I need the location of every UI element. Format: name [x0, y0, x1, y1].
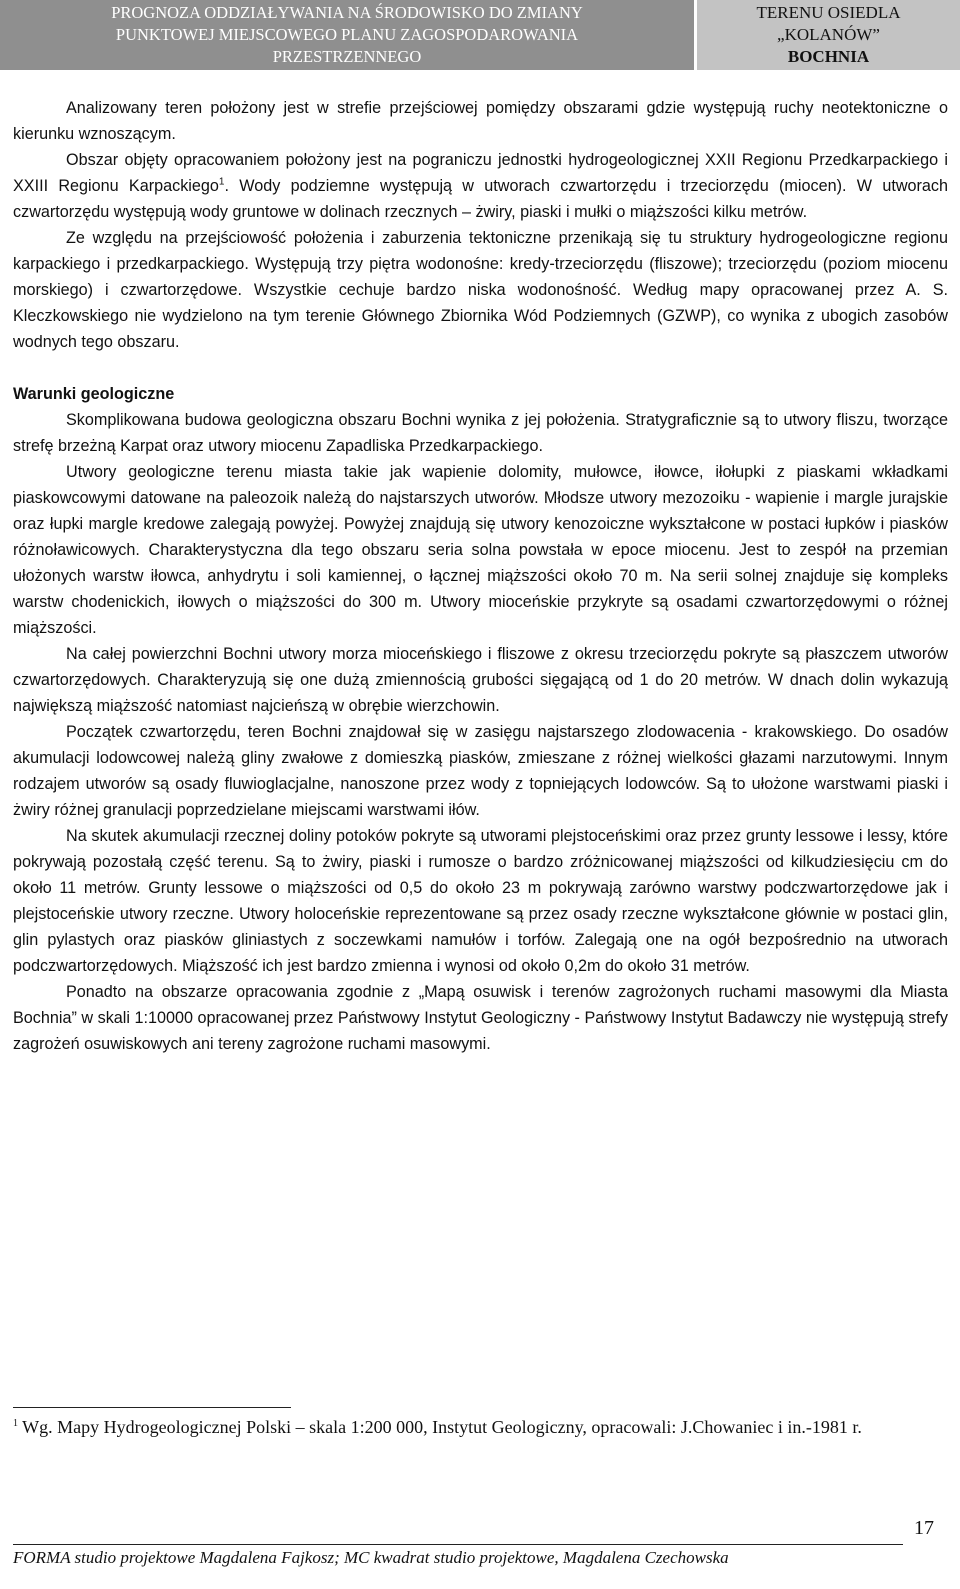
- document-title-line: PUNKTOWEJ MIEJSCOWEGO PLANU ZAGOSPODAROWANIA: [115, 25, 579, 44]
- paragraph: [13, 147, 948, 225]
- document-title-line: PRZESTRZENNEGO: [272, 47, 422, 66]
- document-title-line: PROGNOZA ODDZIAŁYWANIA NA ŚRODOWISKO DO ZMIANY: [111, 3, 583, 22]
- location-city: BOCHNIA: [787, 47, 870, 66]
- footnote: [13, 1414, 933, 1441]
- paragraph: Na całej powierzchni Bochni utwory morza mioceńskiego i fliszowe z okresu trzeciorzędu pokryte są płaszczem utworów czwartorzędowych. Charakteryzują się one dużą zmiennością grubości sięgającą od 1 do 20 metrów. W dnach dolin wykazują największą miąższość natomiast najcieńszą w obrębie wierzchowin.: [13, 645, 948, 715]
- footer-separator: [13, 1544, 903, 1545]
- footnote-separator: [13, 1407, 291, 1408]
- document-title-banner: [0, 0, 694, 70]
- footnote-text: Wg. Mapy Hydrogeologicznej Polski – skala 1:200 000, Instytut Geologiczny, opracowali: J.Chowaniec i in.-1981 r.: [18, 1417, 862, 1437]
- footnote-marker: 1: [13, 1418, 18, 1429]
- paragraph: Na skutek akumulacji rzecznej doliny potoków pokryte są utworami plejstoceńskimi oraz przez grunty lessowe i lessy, które pokrywają pozostałą część terenu. Są to żwiry, piaski i rumosze o bardzo zróżnicowanej miąższości od kilkudziesięciu cm do około 11 metrów. Grunty lessowe o miąższości od 0,5 do około 23 m pokrywają zarówno warstwy podczwartorzędowe jak i plejstoceńskie utwory rzeczne. Utwory holoceńskie reprezentowane są przez osady rzeczne wykształcone głównie w postaci glin, glin pylastych oraz piasków gliniastych z soczewkami namułów i torfów. Zalegają one na ogół bezpośrednio na utworach podczwartorzędowych. Miąższość ich jest bardzo zmienna i wynosi od około 0,2m do około 31 metrów.: [13, 827, 948, 975]
- section-heading: Warunki geologiczne: [13, 385, 175, 403]
- paragraph: Początek czwartorzędu, teren Bochni znajdował się w zasięgu najstarszego zlodowacenia - krakowskiego. Do osadów akumulacji lodowcowej należą gliny zwałowe z domieszką piasków, zmieszane z różnej wielkości głazami narzutowymi. Innym rodzajem utworów są osady fluwioglacjalne, nanoszone przez wody z topniejących lodowców. Są to ułożone warstwami piaski i żwiry różnej granulacji poprzedzielane miejscami warstwami iłów.: [13, 723, 948, 819]
- page-number: 17: [914, 1517, 934, 1539]
- location-line: TERENU OSIEDLA: [756, 3, 901, 22]
- page-body: [13, 95, 948, 1057]
- paragraph: Ze względu na przejściowość położenia i zaburzenia tektoniczne przenikają się tu struktury hydrogeologiczne regionu karpackiego i przedkarpackiego. Występują trzy piętra wodonośne: kredy-trzeciorzędu (fliszowe); trzeciorzędu (poziom miocenu morskiego) i czwartorzędowe. Wszystkie cechuje bardzo niska wodonośność. Według mapy opracowanej przez A. S. Kleczkowskiego nie wydzielono na tym terenie Głównego Zbiornika Wód Podziemnych (GZWP), co wynika z ubogich zasobów wodnych tego obszaru.: [13, 229, 948, 351]
- location-banner: [697, 0, 960, 70]
- paragraph: Skomplikowana budowa geologiczna obszaru Bochni wynika z jej położenia. Stratygraficznie są to utwory fliszu, tworzące strefę brzeżną Karpat oraz utwory miocenu Zapadliska Przedkarpackiego.: [13, 411, 948, 455]
- page-header: [0, 0, 960, 70]
- paragraph-text: . Wody podziemne występują w utworach czwartorzędu i trzeciorzędu (miocen). W utworach czwartorzędu występują wody gruntowe w dolinach rzecznych – żwiry, piaski i mułki o miąższości kilku metrów.: [13, 177, 948, 221]
- paragraph: Utwory geologiczne terenu miasta takie jak wapienie dolomity, mułowce, iłowce, iłołupki z piaskami wkładkami piaskowcowymi datowane na paleozoik należą do najstarszych utworów. Młodsze utwory mezozoiku - wapienie i margle jurajskie oraz łupki margle kredowe zalegają powyżej. Powyżej znajdują się utwory kenozoiczne wykształcone w postaci łupków i piasków różnoławicowych. Charakterystyczna dla tego obszaru seria solna powstała w epoce miocenu. Jest to zespół na przemian ułożonych warstw iłowca, anhydrytu i soli kamiennej, o łącznej miąższości około 70 m. Na serii solnej znajduje się kompleks warstw chodenickich, iłowych o miąższości do 300 m. Utwory mioceńskie przykryte są osadami czwartorzędowymi o różnej miąższości.: [13, 463, 948, 637]
- page-footer: FORMA studio projektowe Magdalena Fajkosz; MC kwadrat studio projektowe, Magdalena Czechowska: [13, 1548, 729, 1567]
- paragraph: Analizowany teren położony jest w strefie przejściowej pomiędzy obszarami gdzie występują ruchy neotektoniczne o kierunku wznoszącym.: [13, 99, 948, 143]
- footnote-reference[interactable]: 1: [218, 176, 225, 188]
- paragraph-text: Obszar objęty opracowaniem położony jest na pograniczu jednostki hydrogeologicznej XXII Regionu Przedkarpackiego i XXIII Regionu Karpackiego: [13, 151, 948, 195]
- location-line: „KOLANÓW”: [777, 25, 880, 44]
- paragraph: Ponadto na obszarze opracowania zgodnie z „Mapą osuwisk i terenów zagrożonych ruchami masowymi dla Miasta Bochnia” w skali 1:10000 opracowanej przez Państwowy Instytut Geologiczny - Państwowy Instytut Badawczy nie występują strefy zagrożeń osuwiskowych ani tereny zagrożone ruchami masowymi.: [13, 983, 948, 1053]
